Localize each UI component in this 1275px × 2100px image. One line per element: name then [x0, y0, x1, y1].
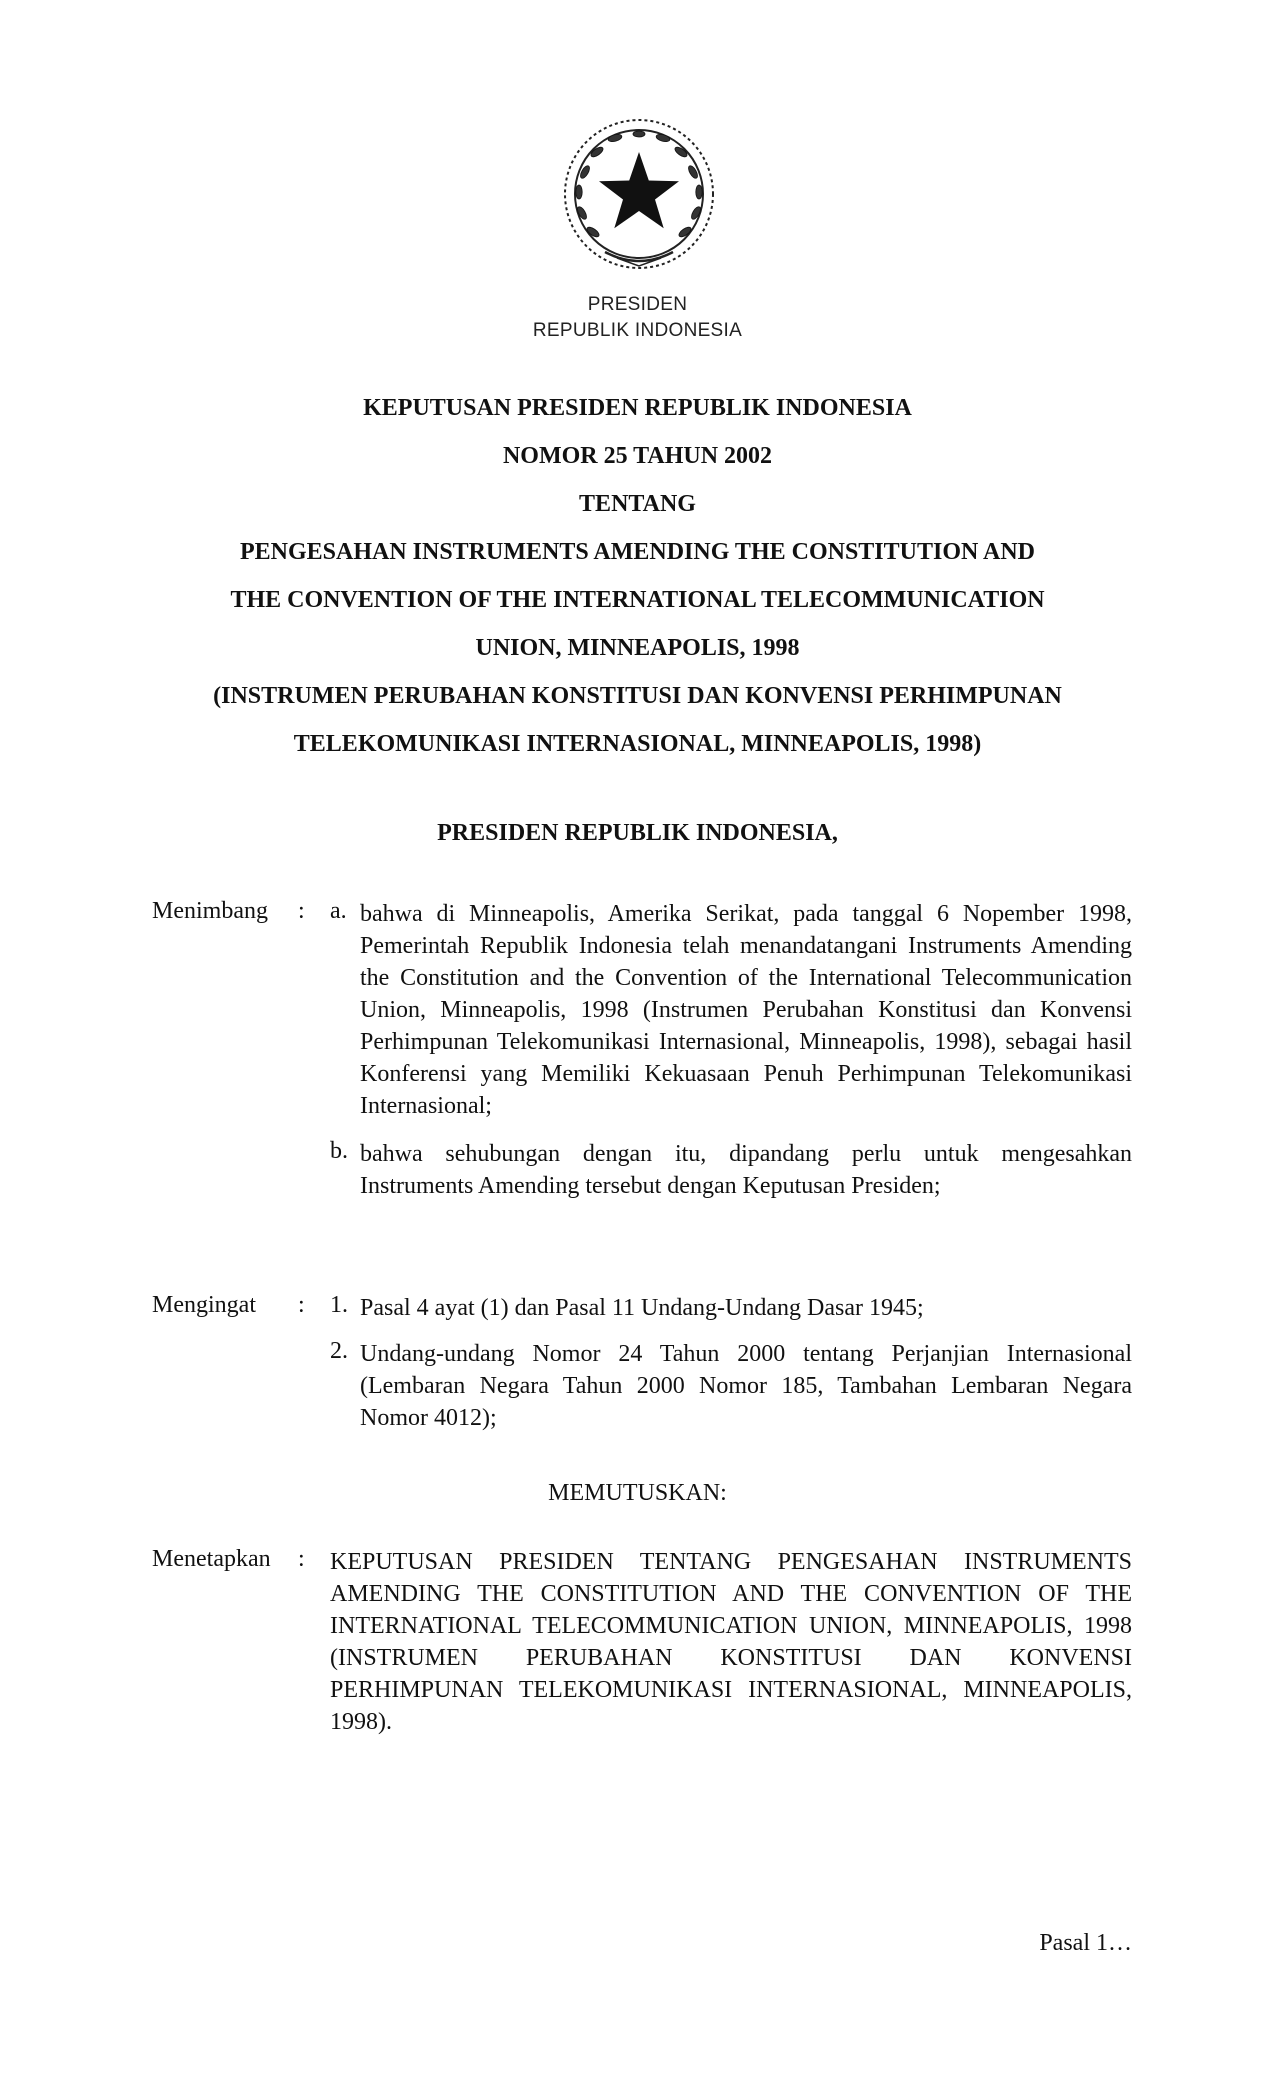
title-line: KEPUTUSAN PRESIDEN REPUBLIK INDONESIA	[363, 395, 912, 421]
document-title	[100, 384, 1175, 768]
list-item-key: 2.	[330, 1338, 348, 1364]
menimbang-section	[152, 898, 1132, 1202]
mengingat-label: Mengingat	[152, 1292, 256, 1318]
mengingat-colon: :	[298, 1292, 305, 1318]
list-item-text: Undang-undang Nomor 24 Tahun 2000 tentang Perjanjian Internasional (Lembaran Negara Tahun 2000 Nomor 185, Tambahan Lembaran Negara Nomor 4012);	[360, 1341, 1132, 1431]
emblem-caption-line2: REPUBLIK INDONESIA	[532, 320, 743, 341]
list-item-text: bahwa di Minneapolis, Amerika Serikat, pada tanggal 6 Nopember 1998, Pemerintah Republik Indonesia telah menandatangani Instruments Amending the Constitution and the Convention of the International Telecommunication Union, Minneapolis, 1998 (Instrumen Perubahan Konstitusi dan Konvensi Perhimpunan Telekomunikasi Internasional, Minneapolis, 1998), sebagai hasil Konferensi yang Memiliki Kekuasaan Penuh Perhimpunan Telekomunikasi Internasional;	[360, 901, 1132, 1119]
list-item	[330, 1138, 1132, 1202]
emblem-caption-line1: PRESIDEN	[587, 294, 688, 315]
menetapkan-label: Menetapkan	[152, 1546, 271, 1572]
decision-heading: MEMUTUSKAN:	[548, 1480, 727, 1506]
menetapkan-colon: :	[298, 1546, 305, 1572]
list-item-text: Pasal 4 ayat (1) dan Pasal 11 Undang-Undang Dasar 1945;	[360, 1295, 924, 1321]
title-line: (INSTRUMEN PERUBAHAN KONSTITUSI DAN KONVENSI PERHIMPUNAN	[213, 683, 1062, 709]
title-line: UNION, MINNEAPOLIS, 1998	[475, 635, 800, 661]
president-heading: PRESIDEN REPUBLIK INDONESIA,	[437, 820, 838, 846]
garuda-star-wreath-emblem-icon	[555, 112, 723, 280]
list-item	[330, 1338, 1132, 1434]
menimbang-label: Menimbang	[152, 898, 268, 924]
list-item-key: 1.	[330, 1292, 348, 1318]
list-item-key: a.	[330, 898, 347, 924]
title-line: THE CONVENTION OF THE INTERNATIONAL TELECOMMUNICATION	[230, 587, 1045, 613]
menimbang-colon: :	[298, 898, 305, 924]
page-continuation: Pasal 1…	[1039, 1930, 1132, 1956]
mengingat-section	[152, 1292, 1132, 1434]
title-line: TENTANG	[579, 491, 696, 517]
list-item-key: b.	[330, 1138, 348, 1164]
menetapkan-section	[152, 1546, 1132, 1738]
title-line: NOMOR 25 TAHUN 2002	[502, 443, 773, 469]
list-item	[330, 898, 1132, 1122]
list-item	[330, 1292, 1132, 1324]
title-line: PENGESAHAN INSTRUMENTS AMENDING THE CONSTITUTION AND	[239, 539, 1036, 565]
menetapkan-text: KEPUTUSAN PRESIDEN TENTANG PENGESAHAN INSTRUMENTS AMENDING THE CONSTITUTION AND THE CONVENTION OF THE INTERNATIONAL TELECOMMUNICATION UNION, MINNEAPOLIS, 1998 (INSTRUMEN PERUBAHAN KONSTITUSI DAN KONVENSI PERHIMPUNAN TELEKOMUNIKASI INTERNASIONAL, MINNEAPOLIS, 1998).	[330, 1549, 1132, 1735]
list-item-text: bahwa sehubungan dengan itu, dipandang perlu untuk mengesahkan Instruments Amending tersebut dengan Keputusan Presiden;	[360, 1141, 1132, 1199]
title-line: TELEKOMUNIKASI INTERNASIONAL, MINNEAPOLIS, 1998)	[293, 731, 982, 757]
